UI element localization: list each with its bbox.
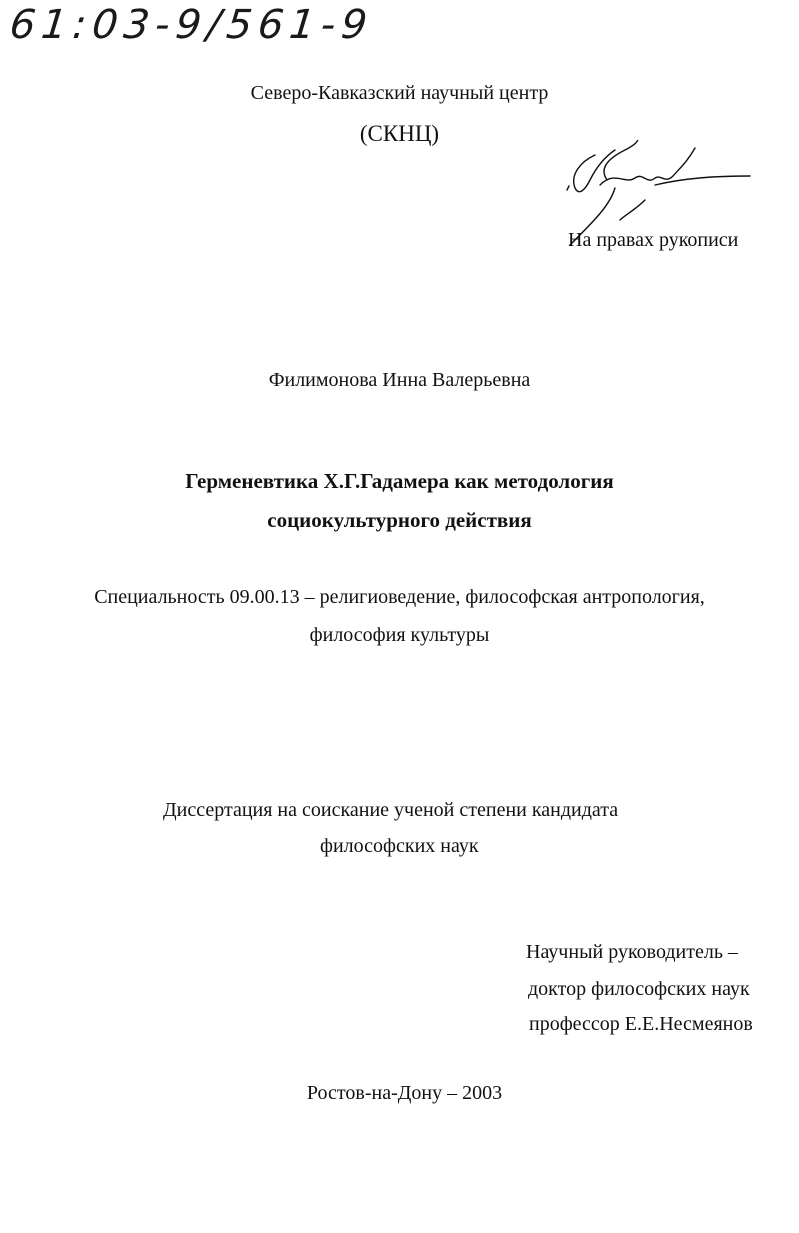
author-name: Филимонова Инна Валерьевна bbox=[268, 369, 531, 391]
dissertation-title-line-1: Герменевтика Х.Г.Гадамера как методология bbox=[185, 469, 614, 493]
supervisor-line-1: Научный руководитель – bbox=[526, 941, 738, 963]
handwritten-archive-number: 61:03-9/561-9 bbox=[7, 2, 376, 48]
institution-abbreviation: (СКНЦ) bbox=[359, 121, 440, 146]
degree-line-2: философских наук bbox=[320, 835, 479, 857]
specialty-line-1: Специальность 09.00.13 – религиоведение, философская антропология, bbox=[94, 586, 705, 608]
degree-line-1: Диссертация на соискание ученой степени кандидата bbox=[163, 799, 619, 821]
supervisor-line-2: доктор философских наук bbox=[528, 978, 750, 1000]
specialty-line-2: философия культуры bbox=[309, 624, 490, 646]
supervisor-line-3: профессор Е.Е.Несмеянов bbox=[529, 1013, 753, 1035]
institution-name: Северо-Кавказский научный центр bbox=[250, 82, 549, 104]
dissertation-title-line-2: социокультурного действия bbox=[267, 508, 532, 532]
city-and-year: Ростов-на-Дону – 2003 bbox=[306, 1082, 503, 1104]
manuscript-rights-label: На правах рукописи bbox=[568, 229, 739, 251]
